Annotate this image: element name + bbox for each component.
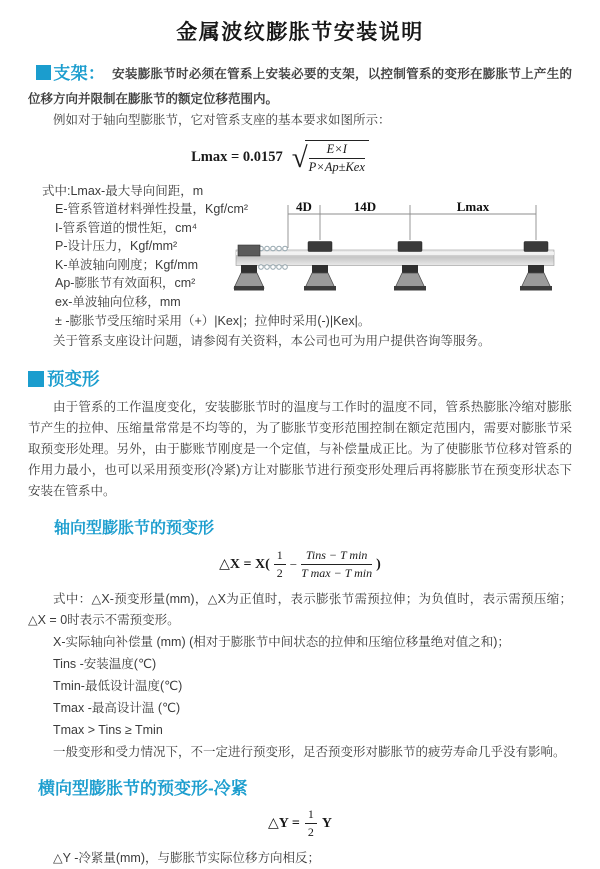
definition-line: K-单波轴向刚度；Kgf/mm (55, 257, 199, 272)
section-bullet-icon (36, 65, 51, 80)
axial-note: X-实际轴向补偿量 (mm) (相对于膨胀节中间状态的拉伸和压缩位移量绝对值之和)； (53, 635, 510, 650)
axial-note: Tmax > Tins ≥ Tmin (53, 723, 163, 738)
consult-note: 关于管系支座设计问题，请参阅有关资料，本公司也可为用户提供咨询等服务。 (53, 334, 491, 349)
guide-support-icon (304, 241, 336, 290)
axial-note: Tins -安装温度(℃) (53, 657, 157, 672)
lmax-formula: Lmax = 0.0157 √ $\frac{E\times I}{\text{P×Ap±Kex}}$ (28, 140, 532, 175)
lateral-formula-suffix: Y (321, 815, 332, 831)
axial-note: 式中：△X-预变形量(mm)，△X为正值时，表示膨张节需预拉伸；为负值时，表示需预压缩；△X = 0时表示不需预变形。 (28, 592, 572, 628)
definition-line: P-设计压力，Kgf/mm² (55, 239, 178, 254)
diagram-label-lmax: Lmax (456, 198, 490, 214)
lateral-formula-prefix: △Y = (268, 816, 300, 832)
pipe-icon (236, 250, 554, 266)
predeform-body: 由于管系的工作温度变化，安装膨胀节时的温度与工作时的温度不同，管系热膨胀冷缩对膨胀节产生的拉伸、压缩量常常是不均等的，为了膨胀节变形范围控制在额定范围内，需要对膨胀节采取预变形处理。另外，由于膨账节刚度是一个定值，与补偿量成正比。为了使膨胀节位移对管系的作用力最小，也可以采用预变形(冷紧)方让对膨胀节进行预变形处理后再将膨胀节在预变形状态下安装在管系中。 (28, 400, 572, 499)
section-bullet-icon (28, 371, 44, 387)
minus-sign: − (289, 556, 298, 572)
fraction-denominator: 2 (276, 566, 283, 581)
temperature-fraction (301, 548, 372, 581)
diagram-label-14d: 14D (353, 198, 377, 214)
axial-subheading: 轴向型膨胀节的预变形 (54, 520, 215, 538)
axial-formula (28, 548, 572, 581)
definition-line: ex-单波轴向位移，mm (55, 294, 181, 309)
axial-note: 一般变形和受力情况下，不一定进行预变形，足否预变形对膨胀节的疲劳寿命几乎没有影响。 (53, 745, 566, 760)
definition-line: E-管系管道材料弹性投量，Kgf/cm² (55, 202, 249, 217)
definition-line: 式中:Lmax-最大导向间距，m (42, 183, 204, 198)
lmax-formula-lhs: Lmax = 0.0157 (191, 148, 283, 165)
guide-support-icon (394, 241, 426, 290)
bracket-section-intro (28, 60, 572, 110)
definition-line: Ap-膨胀节有效面积，cm² (55, 276, 196, 291)
fraction-denominator: T max − T min (301, 566, 373, 581)
definition-line: I-管系管道的惯性矩，cm⁴ (55, 220, 198, 235)
lmax-formula-radicand (305, 140, 369, 175)
pipe-support-diagram (236, 198, 576, 294)
lateral-note: △Y -冷紧量(mm)，与膨胀节实际位移方向相反； (53, 851, 321, 866)
lateral-subheading: 横向型膨胀节的预变形-冷紧 (38, 779, 248, 799)
one-half-fraction (305, 807, 317, 840)
fraction-numerator: 1 (274, 548, 286, 565)
predeform-section-heading (28, 366, 572, 391)
guide-support-icon (520, 241, 552, 290)
axial-formula-prefix: △X = X( (219, 557, 270, 573)
plus-minus-note: ± -膨胀节受压缩时采用（+）|Kex|；拉伸时采用(-)|Kex|。 (55, 314, 371, 329)
lmax-formula-numerator: E×I (309, 142, 365, 159)
lmax-formula-denominator: P×Ap±Kex (308, 159, 365, 174)
fraction-numerator: Tins − T min (301, 548, 372, 565)
definitions-and-diagram (28, 182, 572, 353)
predeform-heading-text: 预变形 (47, 369, 100, 390)
lateral-formula (28, 807, 572, 840)
fraction-denominator: 2 (307, 825, 314, 840)
axial-note: Tmax -最高设计温 (℃) (53, 701, 181, 716)
bracket-intro-text: 安装膨胀节时必须在管系上安装必要的支架，以控制管系的变形在膨胀节上产生的位移方向并限制在膨胀节的额定位移范围内。 (28, 67, 573, 106)
fraction-numerator: 1 (305, 807, 317, 824)
axial-note: Tmin-最低设计温度(℃) (53, 679, 183, 694)
diagram-label-4d: 4D (296, 198, 312, 214)
one-half-fraction (274, 548, 286, 581)
bracket-section-heading: 支架： (53, 64, 106, 83)
axial-formula-suffix: ) (376, 556, 381, 572)
page-title: 金属波纹膨胀节安装说明 (176, 21, 424, 44)
bracket-example-line: 例如对于轴向型膨胀节，它对管系支座的基本要求如图所示： (53, 112, 391, 127)
